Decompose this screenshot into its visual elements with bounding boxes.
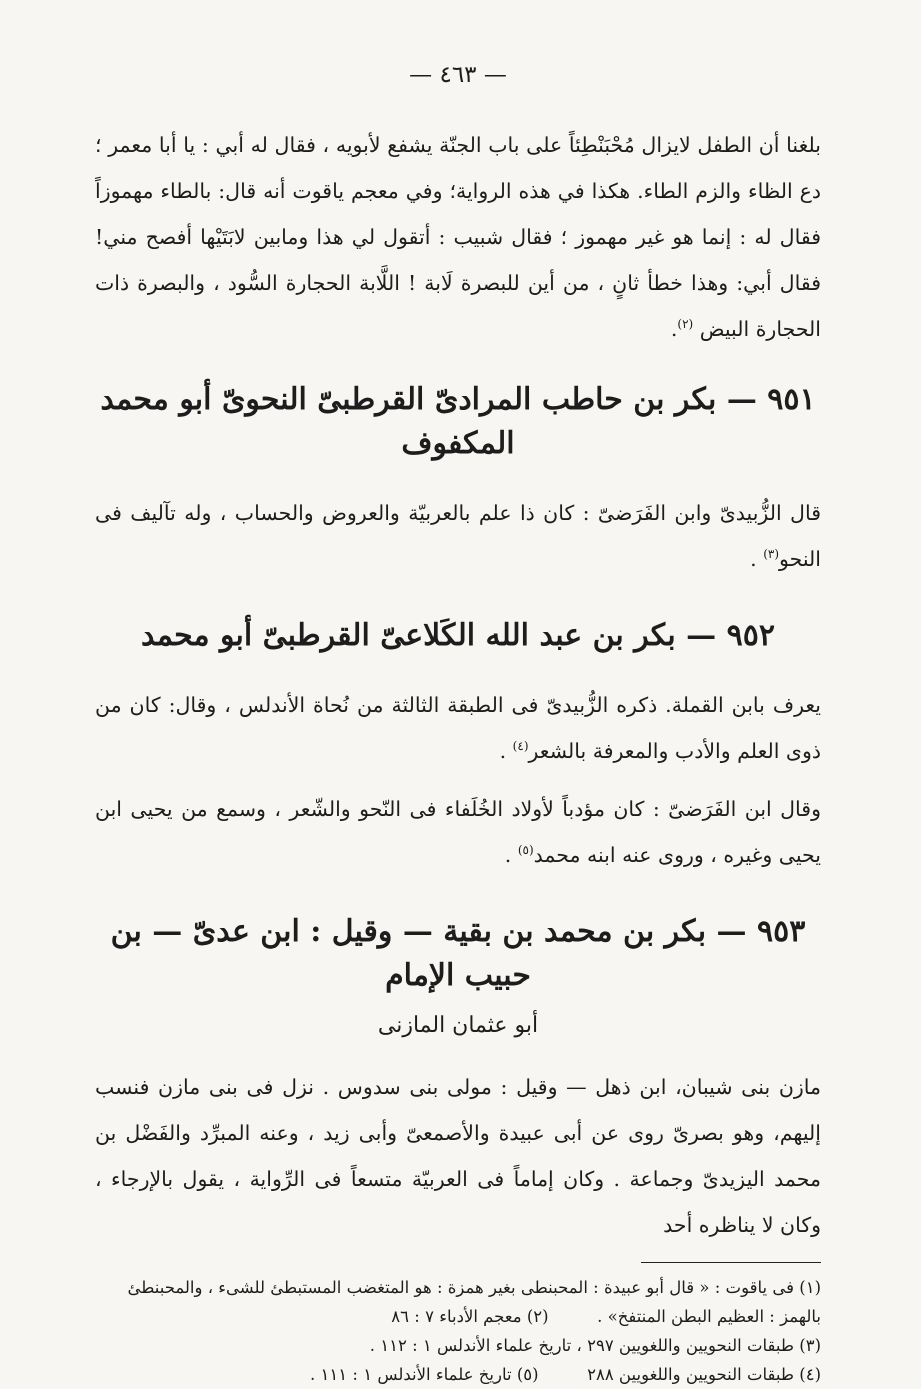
- footnote-2: (٢) معجم الأدباء ٧ : ٨٦: [391, 1307, 549, 1326]
- footnote-1-continuation: بالهمز : العظيم البطن المنتفخ» .: [597, 1307, 821, 1326]
- footnote-ref: (٤): [512, 739, 529, 754]
- footnote-line-2: [95, 1302, 821, 1331]
- entry-heading-951: ٩٥١ — بكر بن حاطب المرادىّ القرطبىّ النحوىّ أبو محمد المكفوف: [100, 382, 816, 461]
- entry-953-paragraph: [95, 1064, 821, 1248]
- entry-952-paragraph-2: وقال ابن الفَرَضىّ : كان مؤدباً لأولاد الخُلَفاء فى النّحو والشّعر ، وسمع من يحيى ابن يحيى وغيره ، وروى عنه ابنه محمد$^{(٥)}$ .: [95, 797, 821, 867]
- entry-953-text: مازن بنى شيبان، ابن ذهل — وقيل : مولى بنى سدوس . نزل فى بنى مازن فنسب إليهم، وهو بصرىّ روى عن أبى عبيدة والأصمعىّ وأبى زيد ، وعنه المبرِّد والفَضْل بن محمد اليزيدىّ وجماعة . وكان إماماً فى العربيّة متسعاً فى الرِّواية ، يقول بالإرجاء ، وكان لا يناظره أحد: [95, 1075, 821, 1237]
- footnote-line-4: [95, 1360, 821, 1389]
- entry-heading-952: ٩٥٢ — بكر بن عبد الله الكَلاعىّ القرطبىّ أبو محمد: [141, 618, 775, 653]
- footnote-1-line: (١) فى ياقوت : « قال أبو عبيدة : المحبنطى بغير همزة : هو المتغضب المستبطئ للشىء ، والمحبنطئ: [127, 1278, 821, 1297]
- entry-951-paragraph: قال الزُّبيدىّ وابن الفَرَضىّ : كان ذا علم بالعربيّة والعروض والحساب ، وله تآليف فى النحو$^{(٣)}$ .: [95, 501, 821, 571]
- page-number: — ٤٦٣ —: [409, 62, 507, 88]
- footnote-ref: (٣): [763, 547, 780, 562]
- entry-952-text-1: يعرف بابن القملة. ذكره الزُّبيدىّ فى الطبقة الثالثة من نُحاة الأندلس ، وقال: كان من ذوى العلم والأدب والمعرفة بالشعر: [95, 693, 821, 763]
- footnote-5: (٥) تاريخ علماء الأندلس ١ : ١١١ .: [310, 1365, 539, 1384]
- footnote-divider: [641, 1262, 821, 1263]
- entry-953-subheading: أبو عثمان المازنى: [377, 1013, 539, 1038]
- intro-paragraph: بلغنا أن الطفل لايزال مُحْبَنْطِئاً على باب الجنّة يشفع لأبويه ، فقال له أبي : يا أبا معمر ؛ دع الظاء والزم الطاء. هكذا في هذه الرواية؛ وفي معجم ياقوت أنه قال: بالطاء مهموزاً فقال له : إنما هو غير مهموز ؛ فقال شبيب : أتقول لي هذا ومابين لابَتَيْها أفصح مني! فقال أبي: وهذا خطأ ثانٍ ، من أين للبصرة لَابة ! اللَّابة الحجارة السُّود ، والبصرة ذات الحجارة البيض $^{(٢)}$.: [95, 133, 821, 341]
- entry-952-text-2: وقال ابن الفَرَضىّ : كان مؤدباً لأولاد الخُلَفاء فى النّحو والشّعر ، وسمع من يحيى ابن يحيى وغيره ، وروى عنه ابنه محمد: [95, 797, 821, 867]
- entry-952-paragraph-1: يعرف بابن القملة. ذكره الزُّبيدىّ فى الطبقة الثالثة من نُحاة الأندلس ، وقال: كان من ذوى العلم والأدب والمعرفة بالشعر$^{(٤)}$ .: [95, 693, 821, 763]
- footnote-3: (٣) طبقات النحويين واللغويين ٢٩٧ ، تاريخ علماء الأندلس ١ : ١١٢ .: [369, 1336, 821, 1355]
- footnote-ref: (٥): [517, 843, 534, 858]
- entry-951-text: قال الزُّبيدىّ وابن الفَرَضىّ : كان ذا علم بالعربيّة والعروض والحساب ، وله تآليف فى النحو: [95, 501, 821, 571]
- intro-text: بلغنا أن الطفل لايزال مُحْبَنْطِئاً على باب الجنّة يشفع لأبويه ، فقال له أبي : يا أبا معمر ؛ دع الظاء والزم الطاء. هكذا في هذه الرواية؛ وفي معجم ياقوت أنه قال: بالطاء مهموزاً فقال له : إنما هو غير مهموز ؛ فقال شبيب : أتقول لي هذا ومابين لابَتَيْها أفصح مني! فقال أبي: وهذا خطأ ثانٍ ، من أين للبصرة لَابة ! اللَّابة الحجارة السُّود ، والبصرة ذات الحجارة البيض: [95, 133, 821, 341]
- footnote-ref: (٢): [677, 317, 694, 332]
- footnote-4: (٤) طبقات النحويين واللغويين ٢٨٨: [587, 1365, 821, 1384]
- footnotes: [95, 1273, 821, 1389]
- entry-heading-953: ٩٥٣ — بكر بن محمد بن بقية — وقيل : ابن عدىّ — بن حبيب الإمام: [110, 914, 806, 993]
